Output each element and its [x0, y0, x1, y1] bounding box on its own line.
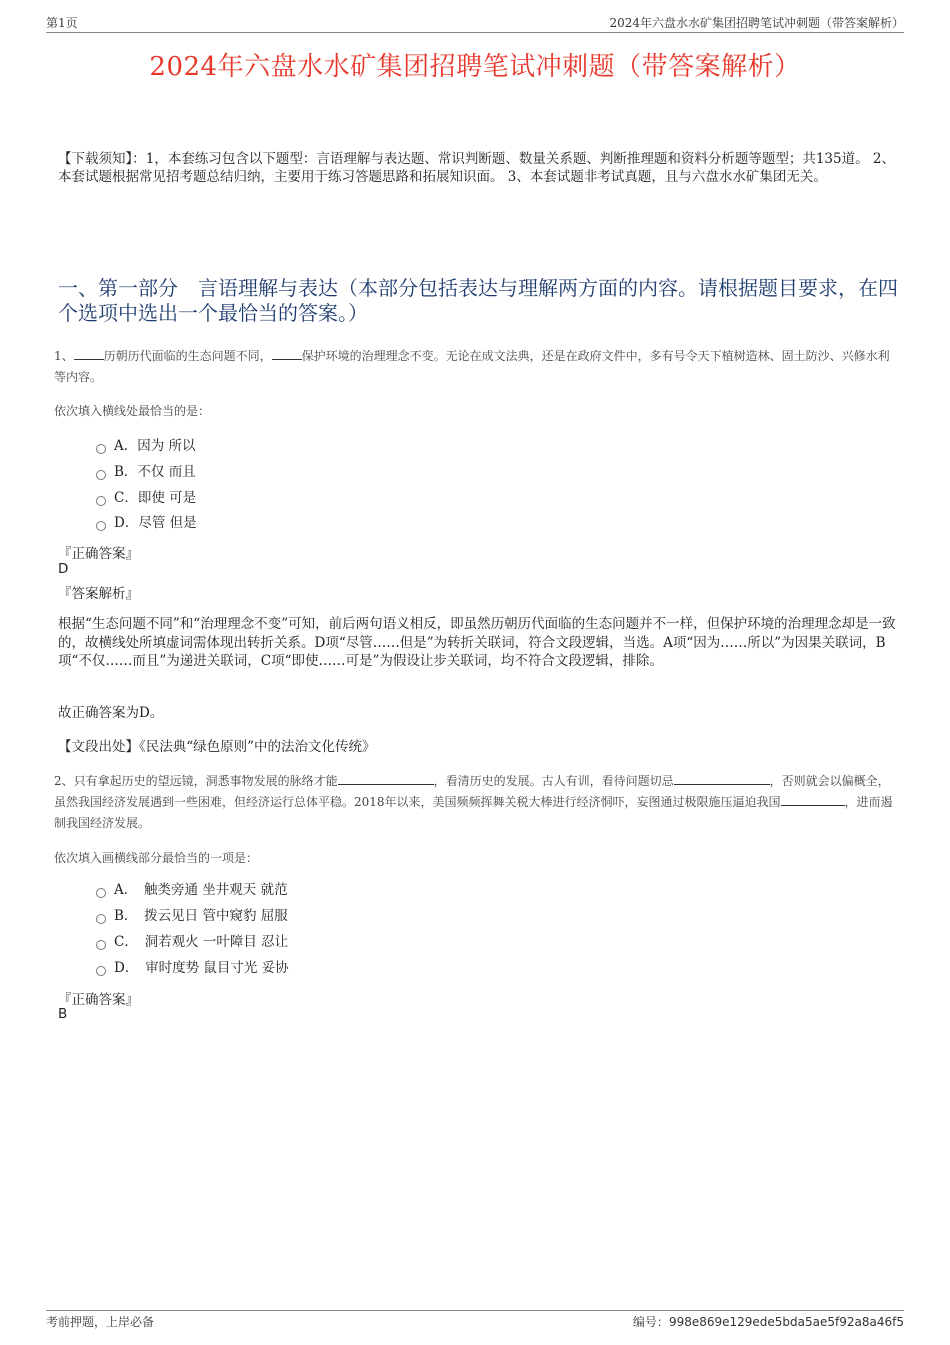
- correct-answer: B: [58, 1006, 68, 1022]
- option-label: D．尽管 但是: [114, 515, 197, 531]
- question-text: ，进而遏制我国经济发展。: [54, 795, 893, 830]
- radio-icon[interactable]: [96, 496, 106, 506]
- option-b[interactable]: [96, 462, 196, 482]
- option-a[interactable]: [96, 436, 196, 456]
- fill-blank: [338, 772, 434, 785]
- option-label: A． 触类旁通 坐井观天 就范: [114, 882, 288, 898]
- option-label: B．不仅 而且: [114, 464, 196, 480]
- option-c[interactable]: [96, 488, 196, 508]
- radio-icon[interactable]: [96, 521, 106, 531]
- question-text: ，否则就会以偏概全，虽然我国经济发展遇到一些困难，但经济运行总体平稳。2018年以来，美国频频挥舞关税大棒进行经济恫吓，妄图通过极限施压逼迫我国: [54, 774, 890, 809]
- question-number: 1、: [54, 349, 74, 363]
- fill-blank: [74, 347, 104, 360]
- option-d[interactable]: [96, 513, 197, 533]
- page-number: 第1页: [46, 16, 78, 30]
- correct-answer: D: [58, 561, 69, 577]
- code-label: 编号：: [632, 1315, 669, 1329]
- option-label: C． 洞若观火 一叶障目 忍让: [114, 934, 289, 950]
- question-text: ，看清历史的发展。古人有训，看待问题切忌: [433, 774, 674, 788]
- fill-blank: [674, 772, 770, 785]
- fill-blank: [272, 347, 302, 360]
- question-text: 保护环境的治理理念不变。无论在成文法典，还是在政府文件中，多有号令天下植树造林、固土防沙、兴修水利等内容。: [54, 349, 890, 384]
- code-value: 998e869e129ede5bda5ae5f92a8a46f5: [668, 1315, 904, 1329]
- download-notice: 【下载须知】：1，本套练习包含以下题型：言语理解与表达题、常识判断题、数量关系题、判断推理题和资料分析题等题型；共135道。 2、本套试题根据常见招考题总结归纳，主要用于练习答题思路和拓展知识面。 3、本套试题非考试真题，且与六盘水水矿集团无关。: [58, 151, 895, 185]
- answer-analysis: 根据“生态问题不同”和“治理理念不变”可知，前后两句语义相反，即虽然历朝历代面临的生态问题并不一样，但保护环境的治理理念却是一致的，故横线处所填虚词需体现出转折关系。D项“尽管……但是”为转折关联词，符合文段逻辑，当选。A项“因为……所以”为因果关联词，B项“不仅……而且”为递进关联词，C项“即使……可是”为假设让步关联词，均不符合文段逻辑，排除。: [58, 616, 896, 669]
- passage-source: 【文段出处】《民法典“绿色原则”中的法治文化传统》: [58, 739, 376, 755]
- question-2: [54, 771, 900, 834]
- footer-code: [633, 1313, 904, 1330]
- answer-label: 『正确答案』: [58, 992, 139, 1008]
- radio-icon[interactable]: [96, 470, 106, 480]
- radio-icon[interactable]: [96, 444, 106, 454]
- option-a[interactable]: [96, 880, 288, 900]
- radio-icon[interactable]: [96, 914, 106, 924]
- footer-slogan: 考前押题，上岸必备: [46, 1315, 155, 1329]
- option-d[interactable]: [96, 958, 289, 978]
- header-divider: [46, 32, 904, 33]
- header-doc-title: 2024年六盘水水矿集团招聘笔试冲刺题（带答案解析）: [609, 16, 904, 30]
- page-title: 2024年六盘水水矿集团招聘笔试冲刺题（带答案解析）: [149, 52, 801, 82]
- option-label: C．即使 可是: [114, 490, 197, 506]
- question-text: 只有拿起历史的望远镜，洞悉事物发展的脉络才能: [73, 774, 338, 788]
- radio-icon[interactable]: [96, 966, 106, 976]
- option-b[interactable]: [96, 906, 288, 926]
- analysis-label: 『答案解析』: [58, 586, 139, 602]
- question-number: 2、: [54, 774, 74, 788]
- radio-icon[interactable]: [96, 940, 106, 950]
- option-label: D． 审时度势 鼠目寸光 妥协: [114, 960, 289, 976]
- answer-label: 『正确答案』: [58, 546, 139, 562]
- question-1: [54, 346, 900, 388]
- fill-blank: [781, 793, 845, 806]
- question-prompt: 依次填入画横线部分最恰当的一项是：: [54, 851, 259, 865]
- footer-divider: [46, 1310, 904, 1311]
- radio-icon[interactable]: [96, 888, 106, 898]
- question-text: 历朝历代面临的生态问题不同，: [103, 349, 272, 363]
- question-prompt: 依次填入横线处最恰当的是：: [54, 404, 211, 418]
- option-label: B． 拨云见日 管中窥豹 屈服: [114, 908, 288, 924]
- option-label: A．因为 所以: [114, 438, 196, 454]
- answer-conclusion: 故正确答案为D。: [58, 705, 164, 721]
- option-c[interactable]: [96, 932, 288, 952]
- section-heading: 一、第一部分 言语理解与表达（本部分包括表达与理解两方面的内容。请根据题目要求，在四个选项中选出一个最恰当的答案。）: [58, 276, 898, 325]
